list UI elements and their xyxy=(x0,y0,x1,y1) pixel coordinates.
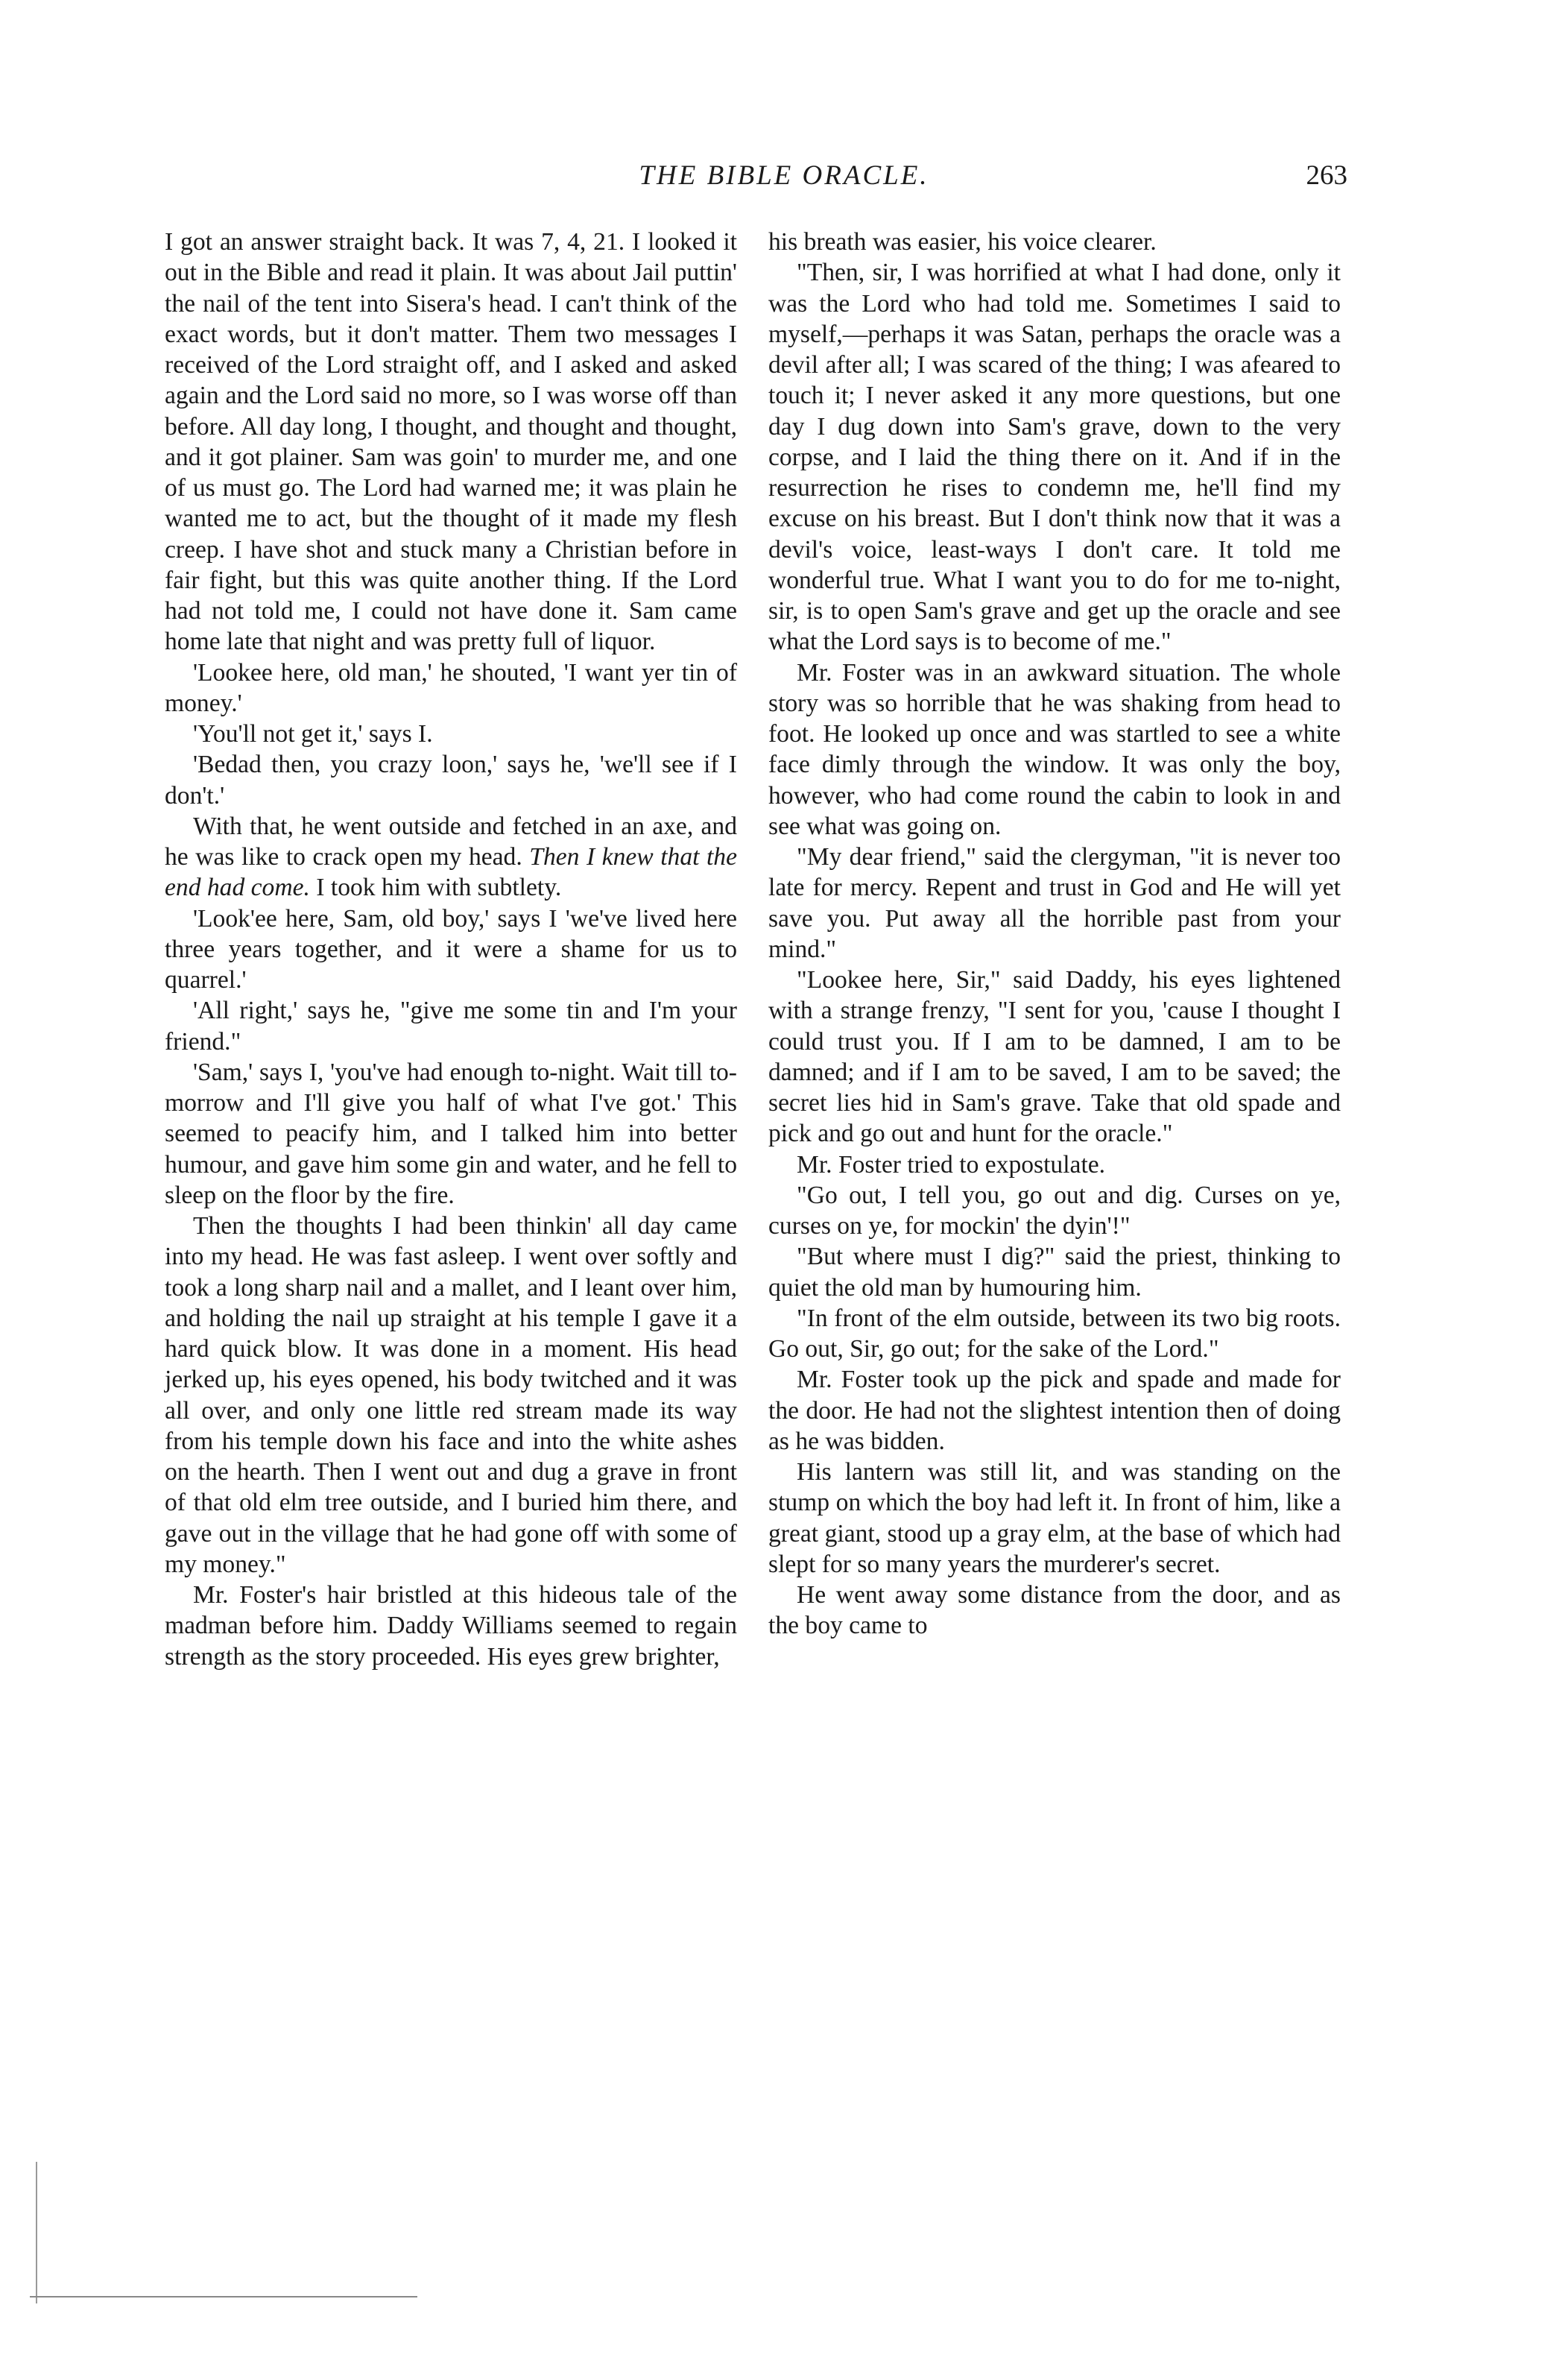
paragraph: Mr. Foster tried to expostulate. xyxy=(797,1150,1106,1179)
paragraph: "Go out, I tell you, go out and dig. Curses on ye, curses on ye, for mockin' the dyin'!" xyxy=(768,1181,1341,1240)
left-column xyxy=(165,227,737,1672)
paragraph: "Then, sir, I was horrified at what I had done, only it was the Lord who had told me. Sometimes I said to myself,—perhaps it was Satan, perhaps the oracle was a devil after all; I was scared of the thing; I was afeared to touch it; I never asked it any more questions, but one day I dug down into Sam's grave, down to the very corpse, and I laid the thing there on it. And if in the resurrection he rises to condemn me, he'll find my excuse on his breast. But I don't think now that it was a devil's voice, least-ways I don't care. It told me wonderful true. What I want you to do for me to-night, sir, is to open Sam's grave and get up the oracle and see what the Lord says is to become of me." xyxy=(768,259,1341,656)
scan-margin-mark xyxy=(30,2296,417,2297)
paragraph: He went away some distance from the door, and as the boy came to xyxy=(768,1581,1341,1640)
paragraph: 'All right,' says he, "give me some tin and I'm your friend." xyxy=(165,997,737,1056)
paragraph: His lantern was still lit, and was standing on the stump on which the boy had left it. In front of him, like a great giant, stood up a gray elm, at the base of which had slept for so many years the murderer's secret. xyxy=(768,1458,1341,1578)
paragraph: 'Sam,' says I, 'you've had enough to-night. Wait till to-morrow and I'll give you half of what I've got.' This seemed to peacify him, and I talked him into better humour, and gave him some gin and water, and he fell to sleep on the floor by the fire. xyxy=(165,1058,737,1209)
scan-margin-mark xyxy=(36,2162,37,2303)
paragraph: Mr. Foster's hair bristled at this hideous tale of the madman before him. Daddy Williams seemed to regain strength as the story proceeded. His eyes grew brighter, xyxy=(165,1581,737,1671)
paragraph: 'Bedad then, you crazy loon,' says he, 'we'll see if I don't.' xyxy=(165,751,737,810)
paragraph: I got an answer straight back. It was 7, 4, 21. I looked it out in the Bible and read it plain. It was about Jail puttin' the nail of the tent into Sisera's head. I can't think of the exact words, but it don't matter. Them two messages I received of the Lord straight off, and I asked and asked again and the Lord said no more, so I was worse off than before. All day long, I thought, and thought and thought, and it got plainer. Sam was goin' to murder me, and one of us must go. The Lord had warned me; it was plain he wanted me to act, but the thought of it made my flesh creep. I have shot and stuck many a Christian before in fair fight, but this was quite another thing. If the Lord had not told me, I could not have done it. Sam came home late that night and was pretty full of liquor. xyxy=(165,228,737,656)
paragraph: Then the thoughts I had been thinkin' all day came into my head. He was fast asleep. I went over softly and took a long sharp nail and a mallet, and I leant over him, and holding the nail up straight at his temple I gave it a hard quick blow. It was done in a moment. His head jerked up, his eyes opened, his body twitched and it was all over, and only one little red stream made its way from his temple down his face and into the white ashes on the hearth. Then I went out and dug a grave in front of that old elm tree outside, and I buried him there, and gave out in the village that he had gone off with some of my money." xyxy=(165,1212,737,1578)
right-column xyxy=(768,227,1341,1641)
page-number: 263 xyxy=(1306,160,1347,191)
running-title: THE BIBLE ORACLE. xyxy=(639,160,929,191)
paragraph: Mr. Foster was in an awkward situation. The whole story was so horrible that he was shaking from head to foot. He looked up once and was startled to see a white face dimly through the window. It was only the boy, however, who had come round the cabin to look in and see what was going on. xyxy=(768,658,1341,840)
paragraph: Mr. Foster took up the pick and spade and made for the door. He had not the slightest intention then of doing as he was bidden. xyxy=(768,1366,1341,1455)
paragraph: 'Lookee here, old man,' he shouted, 'I want yer tin of money.' xyxy=(165,658,737,717)
paragraph: "In front of the elm outside, between its two big roots. Go out, Sir, go out; for the sake of the Lord." xyxy=(768,1304,1341,1363)
paragraph: "My dear friend," said the clergyman, "it is never too late for mercy. Repent and trust in God and He will yet save you. Put away all the horrible past from your mind." xyxy=(768,843,1341,963)
paragraph: "Lookee here, Sir," said Daddy, his eyes lightened with a strange frenzy, "I sent for you, 'cause I thought I could trust you. If I am to be damned, I am to be damned; and if I am to be saved, I am to be saved; the secret lies hid in Sam's grave. Take that old spade and pick and go out and hunt for the oracle." xyxy=(768,966,1341,1148)
paragraph: his breath was easier, his voice clearer. xyxy=(768,228,1157,256)
paragraph: "But where must I dig?" said the priest, thinking to quiet the old man by humouring him. xyxy=(768,1243,1341,1302)
emphasis: Then I knew that the end had come. xyxy=(165,843,737,902)
paragraph: 'You'll not get it,' says I. xyxy=(193,720,433,748)
paragraph: With that, he went outside and fetched in an axe, and he was like to crack open my head. Then I knew that the end had come. I took him with subtlety. xyxy=(165,812,737,902)
paragraph: 'Look'ee here, Sam, old boy,' says I 'we've lived here three years together, and it were a shame for us to quarrel.' xyxy=(165,904,737,994)
